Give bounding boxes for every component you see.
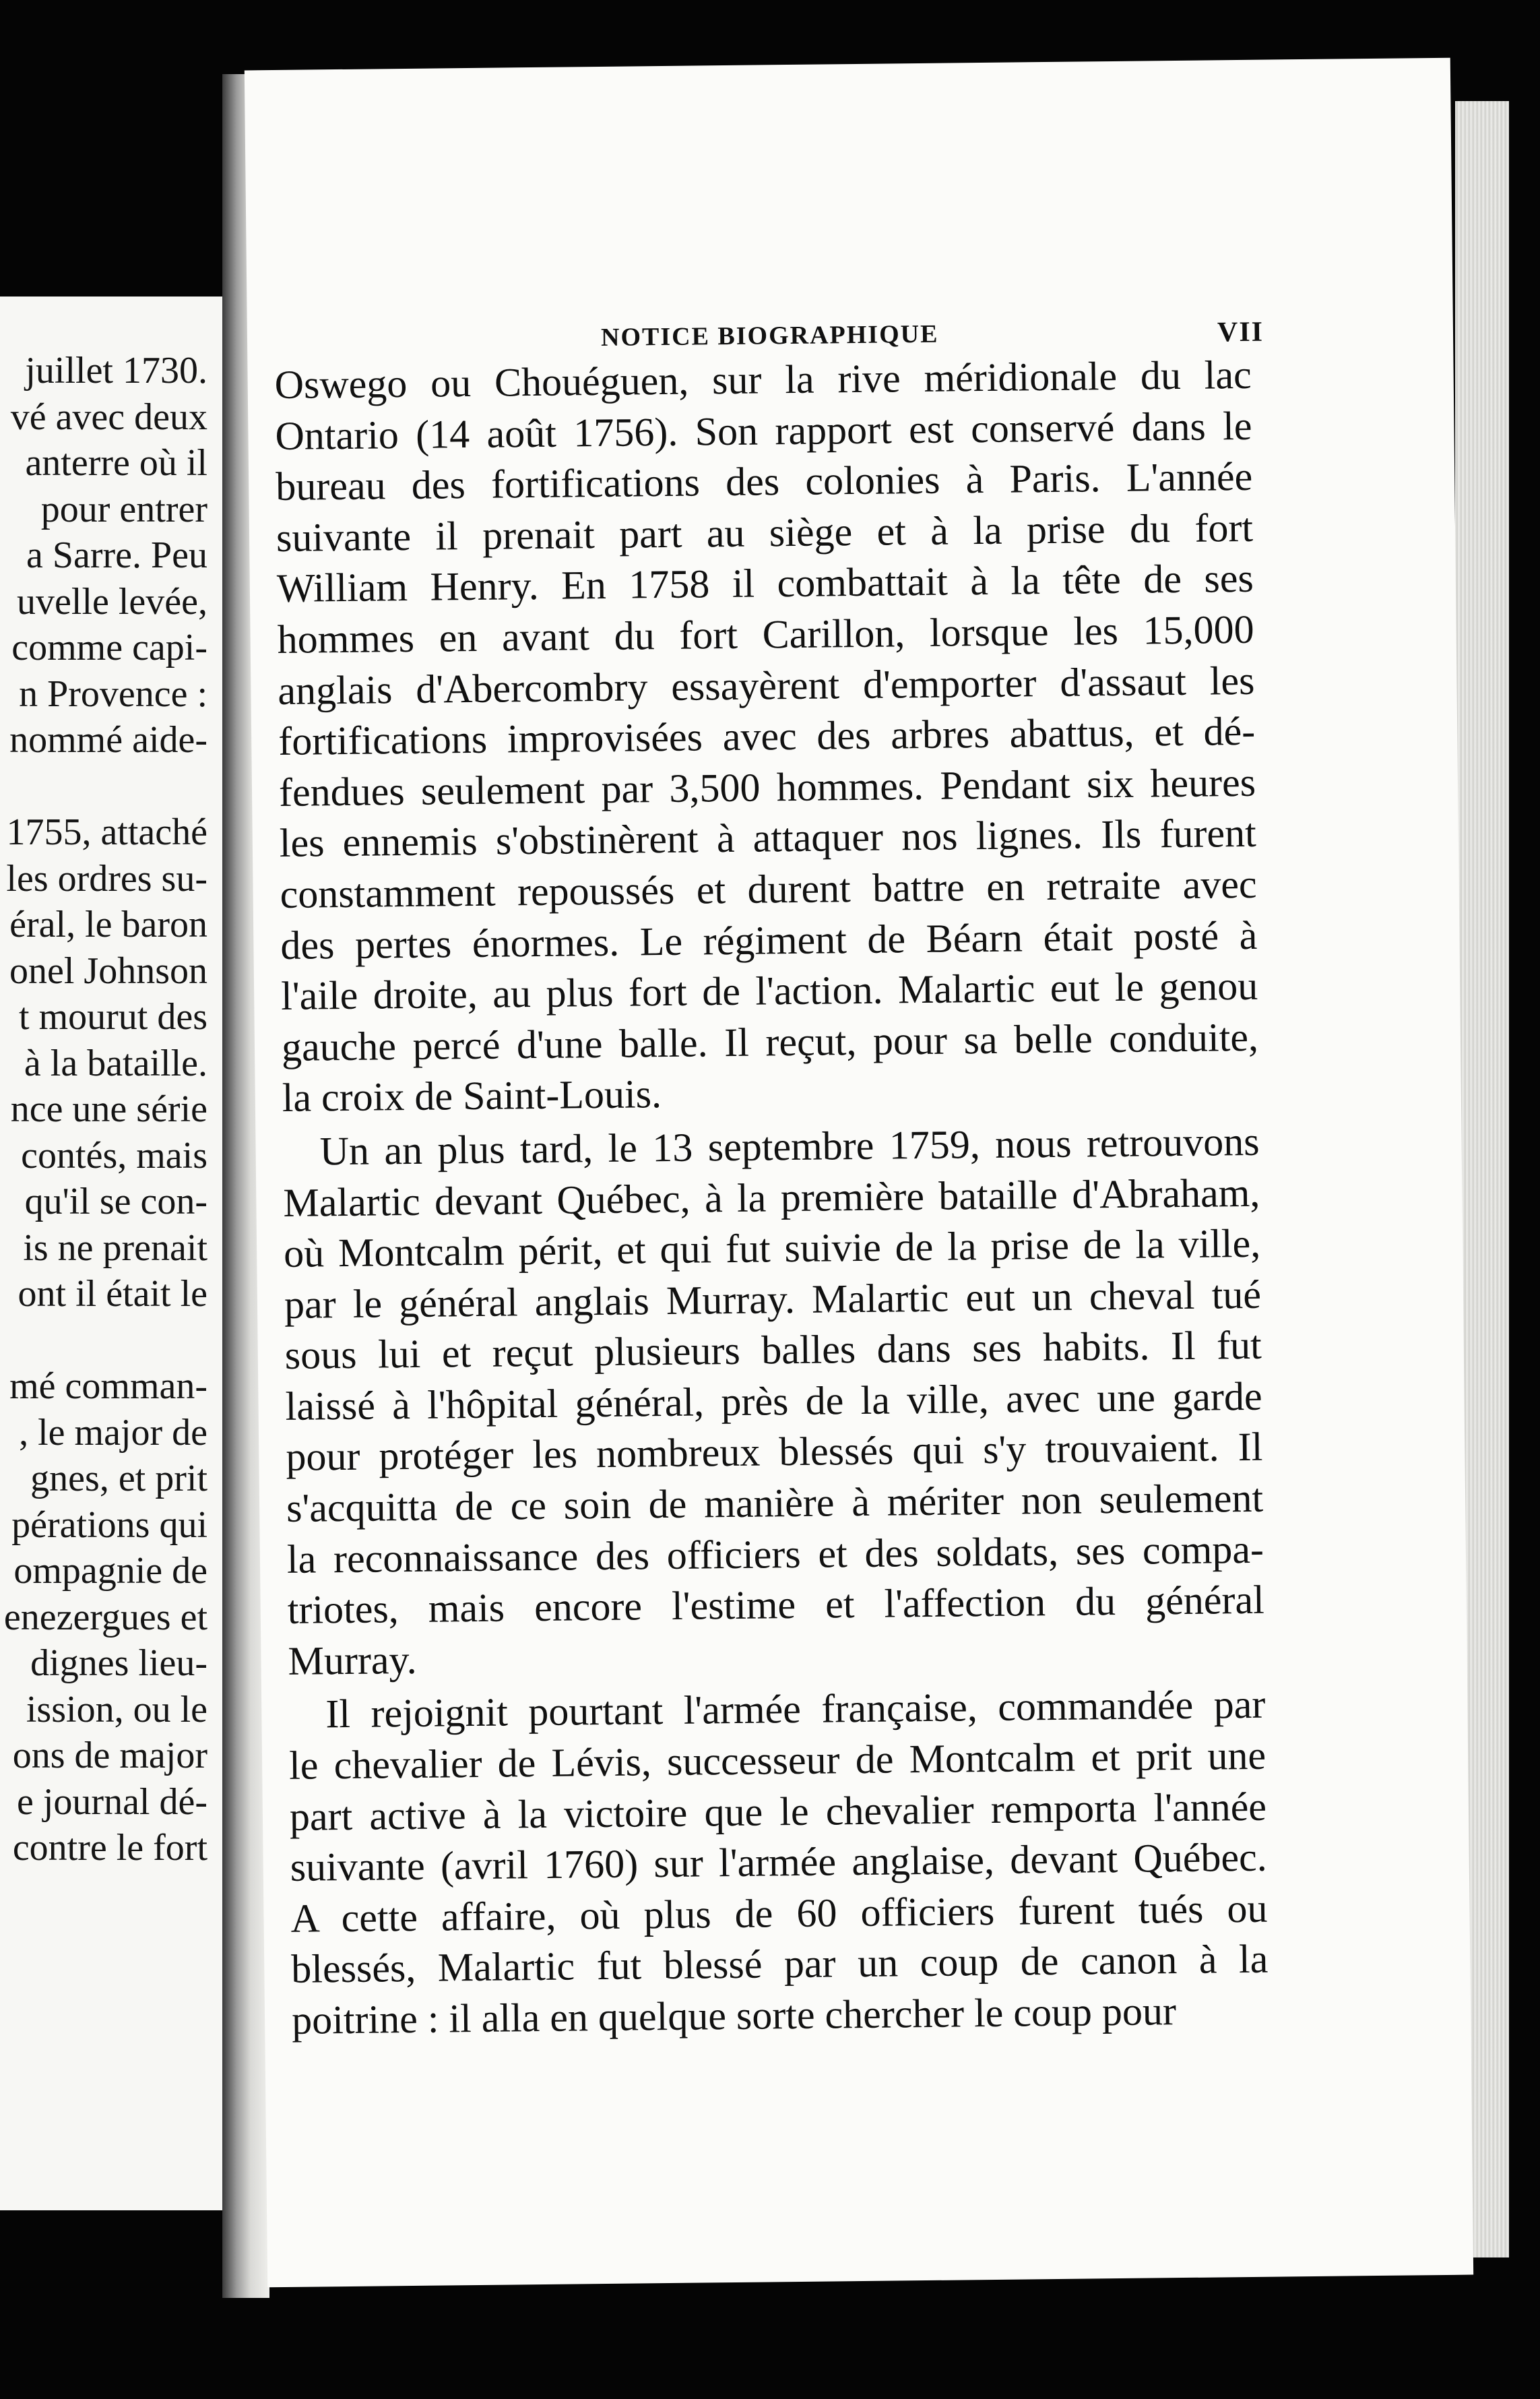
left-page-line: n Provence : — [19, 673, 207, 715]
text-line: Oswego ou Chouéguen, sur la rive méridionale du lac — [274, 352, 1252, 408]
text-line: Il rejoignit pourtant l'armée française, commandée par — [325, 1682, 1266, 1737]
left-page-line: contre le fort — [12, 1827, 207, 1869]
text-line: s'acquitta de ce soin de manière à mériter non seulement — [286, 1475, 1264, 1530]
text-line: gauche percé d'une balle. Il reçut, pour sa belle conduite, — [281, 1014, 1259, 1069]
left-page-line: 1755, attaché — [6, 811, 207, 853]
text-line: hommes en avant du fort Carillon, lorsque les 15,000 — [277, 606, 1254, 662]
left-page-line: ompagnie de — [13, 1550, 207, 1592]
left-page-fragment — [0, 297, 222, 2210]
left-page-line: à la bataille. — [24, 1042, 207, 1084]
left-page-line: a Sarre. Peu — [26, 534, 207, 576]
left-page-line: , le major de — [19, 1411, 207, 1454]
left-page-line: ission, ou le — [26, 1688, 207, 1731]
text-line: l'aile droite, au plus fort de l'action. Malartic eut le genou — [280, 963, 1258, 1019]
text-line: la reconnaissance des officiers et des soldats, ses compa- — [286, 1526, 1264, 1582]
left-page-line: onel Johnson — [9, 949, 207, 992]
left-page-line: t mourut des — [19, 996, 207, 1038]
left-page-line: nce une série — [10, 1088, 207, 1130]
text-line: Un an plus tard, le 13 septembre 1759, nous retrouvons — [319, 1119, 1260, 1174]
text-line: bureau des fortifications des colonies à Paris. L'année — [275, 454, 1253, 509]
text-line: suivante il prenait part au siège et à la prise du fort — [276, 505, 1254, 560]
left-page-line: is ne prenait — [23, 1226, 207, 1269]
left-page-line: qu'il se con- — [24, 1181, 207, 1222]
text-line: William Henry. En 1758 il combattait à la tête de ses — [276, 556, 1254, 611]
text-line: fendues seulement par 3,500 hommes. Pendant six heures — [278, 759, 1256, 815]
left-page-line: vé avec deux — [10, 396, 207, 438]
text-line: pour protéger les nombreux blessés qui s'y trouvaient. Il — [286, 1425, 1263, 1480]
paragraph — [282, 1117, 1265, 1687]
text-line: poitrine : il alla en quelque sorte chercher le coup pour — [291, 1989, 1177, 2043]
paragraph — [288, 1679, 1269, 2046]
page-number: VII — [1217, 316, 1264, 348]
text-line: triotes, mais encore l'estime et l'affection du général — [287, 1577, 1265, 1633]
text-line: A cette affaire, où plus de 60 officiers furent tués ou — [290, 1886, 1268, 1941]
text-line: Ontario (14 août 1756). Son rapport est conservé dans le — [275, 403, 1252, 458]
text-line: la croix de Saint-Louis. — [282, 1071, 662, 1121]
left-page-line: ons de major — [12, 1735, 207, 1776]
running-head-title: NOTICE BIOGRAPHIQUE — [600, 319, 939, 352]
text-line: le chevalier de Lévis, successeur de Montcalm et prit une — [288, 1733, 1266, 1788]
left-page-line: uvelle levée, — [17, 580, 207, 623]
paragraph — [274, 350, 1259, 1124]
body-text — [274, 350, 1269, 2047]
left-page-line: dignes lieu- — [30, 1642, 207, 1684]
left-page-line: contés, mais — [21, 1134, 207, 1177]
text-line: des pertes énormes. Le régiment de Béarn était posté à — [280, 912, 1258, 968]
text-line: sous lui et reçut plusieurs balles dans ses habits. Il fut — [284, 1323, 1262, 1378]
text-line: fortifications improvisées avec des arbres abattus, et dé- — [278, 708, 1256, 764]
left-page-line: gnes, et prit — [30, 1458, 207, 1499]
left-page-line: ont il était le — [18, 1273, 207, 1315]
text-line: part active à la victoire que le chevalier remporta l'année — [289, 1784, 1267, 1839]
right-page — [245, 58, 1473, 2288]
text-line: par le général anglais Murray. Malartic eut un cheval tué — [284, 1272, 1262, 1327]
left-page-line: pérations qui — [11, 1503, 207, 1546]
left-page-line: anterre où il — [25, 442, 207, 484]
left-page-line: enezergues et — [3, 1596, 207, 1638]
text-line: constamment repoussés et durent battre en retraite avec — [280, 861, 1257, 916]
text-line: Murray. — [288, 1637, 417, 1683]
text-line: Malartic devant Québec, à la première bataille d'Abraham, — [283, 1170, 1260, 1225]
left-page-line: e journal dé- — [17, 1780, 207, 1823]
text-line: les ennemis s'obstinèrent à attaquer nos lignes. Ils furent — [279, 811, 1257, 866]
text-line: laissé à l'hôpital général, près de la ville, avec une garde — [285, 1373, 1262, 1429]
text-line: où Montcalm périt, et qui fut suivie de la prise de la ville, — [283, 1220, 1261, 1276]
text-line: blessés, Malartic fut blessé par un coup de canon à la — [290, 1937, 1269, 1992]
left-page-line: nommé aide- — [9, 719, 207, 761]
text-line: suivante (avril 1760) sur l'armée anglaise, devant Québec. — [290, 1834, 1268, 1890]
left-page-line: juillet 1730. — [25, 350, 207, 392]
left-page-line: les ordres su- — [6, 857, 207, 900]
left-page-line: pour entrer — [40, 488, 207, 530]
text-line: anglais d'Abercombry essayèrent d'emporter d'assaut les — [278, 658, 1255, 713]
left-page-line: comme capi- — [11, 627, 207, 668]
left-page-line: mé comman- — [9, 1365, 207, 1407]
left-page-line: éral, le baron — [9, 904, 207, 945]
